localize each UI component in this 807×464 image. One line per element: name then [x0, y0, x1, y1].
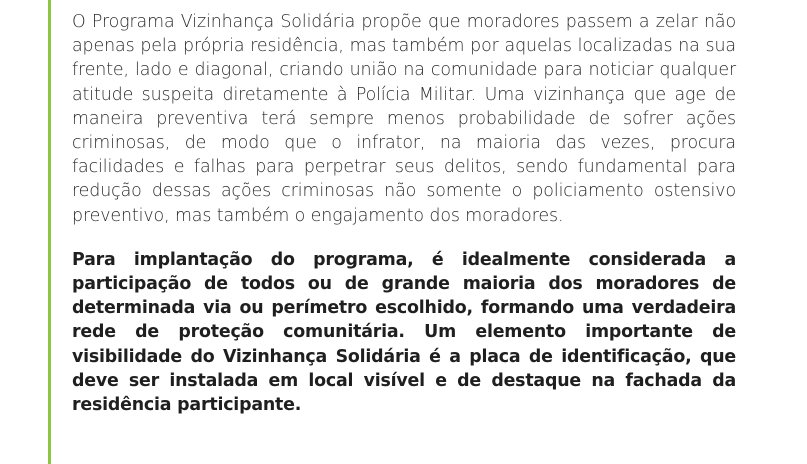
implementation-paragraph: Para implantação do programa, é idealmente considerada a participação de todos ou de grande maioria dos moradores de determinada via ou perímetro escolhido, formando uma verdadeira rede de proteção comunitária. Um elemento importante de visibilidade do Vizinhança Solidária é a placa de identificação, que deve ser instalada em local visível e de destaque na fachada da residência participante.	[72, 249, 736, 416]
intro-paragraph: O Programa Vizinhança Solidária propõe que moradores passem a zelar não apenas pela própria residência, mas também por aquelas localizadas na sua frente, lado e diagonal, criando união na comunidade para noticiar qualquer atitude suspeita diretamente à Polícia Militar. Uma vizinhança que age de maneira preventiva terá sempre menos probabilidade de sofrer ações criminosas, de modo que o infrator, na maioria das vezes, procura facilidades e falhas para perpetrar seus delitos, sendo fundamental para redução dessas ações criminosas não somente o policiamento ostensivo preventivo, mas também o engajamento dos moradores.	[72, 12, 736, 226]
article-body	[72, 10, 736, 417]
accent-bar	[48, 0, 51, 464]
